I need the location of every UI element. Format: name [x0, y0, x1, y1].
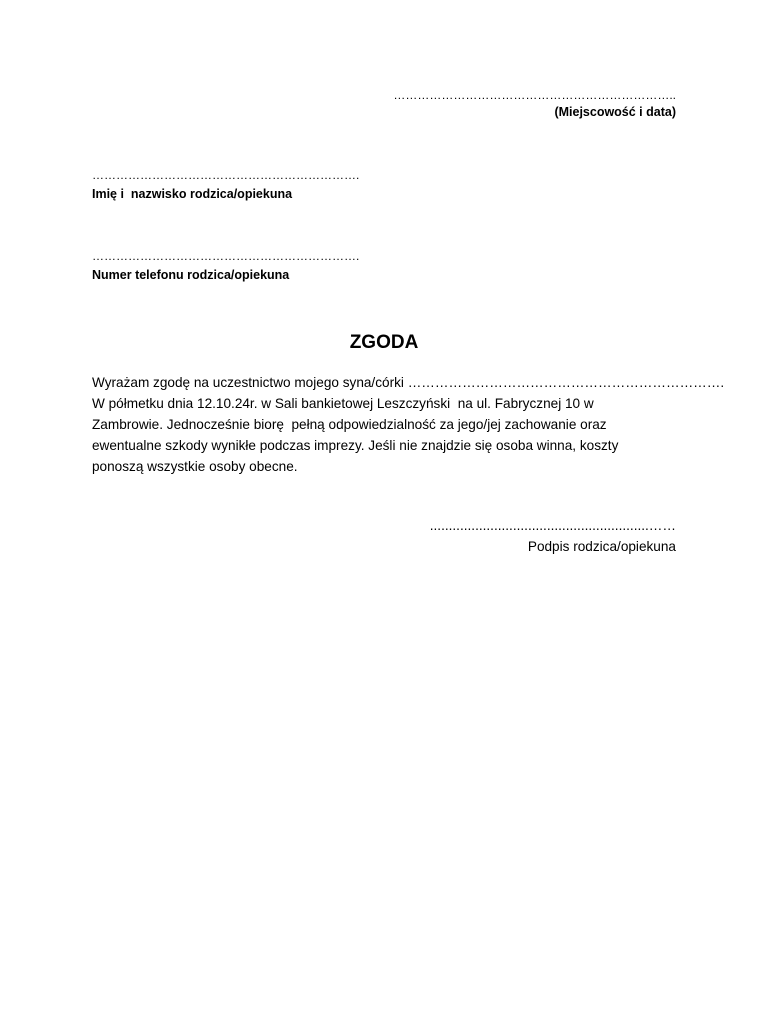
body-line: W półmetku dnia 12.10.24r. w Sali bankietowej Leszczyński na ul. Fabrycznej 10 w: [92, 396, 594, 411]
signature-field-line: ..........................................................……: [429, 518, 676, 533]
body-line: ewentualne szkody wynikłe podczas imprezy. Jeśli nie znajdzie się osoba winna, koszty: [92, 438, 619, 453]
place-date-field-line: ……………………………………………………………..: [393, 88, 676, 102]
body-line: ponoszą wszystkie osoby obecne.: [92, 459, 298, 474]
document-title: ZGODA: [349, 332, 419, 353]
signature-label: Podpis rodzica/opiekuna: [527, 539, 676, 554]
place-date-label: (Miejscowość i data): [554, 105, 676, 119]
body-line: Wyrażam zgodę na uczestnictwo mojego syna/córki …………………………………………………………….: [92, 375, 725, 390]
parent-phone-field-line: ………………………………………………………….: [92, 249, 360, 263]
consent-body-text: [92, 372, 725, 477]
parent-name-label: Imię i nazwisko rodzica/opiekuna: [92, 187, 293, 201]
parent-name-field-line: ………………………………………………………….: [92, 168, 360, 182]
body-line: Zambrowie. Jednocześnie biorę pełną odpowiedzialność za jego/jej zachowanie oraz: [92, 417, 607, 432]
parent-phone-label: Numer telefonu rodzica/opiekuna: [92, 268, 290, 282]
